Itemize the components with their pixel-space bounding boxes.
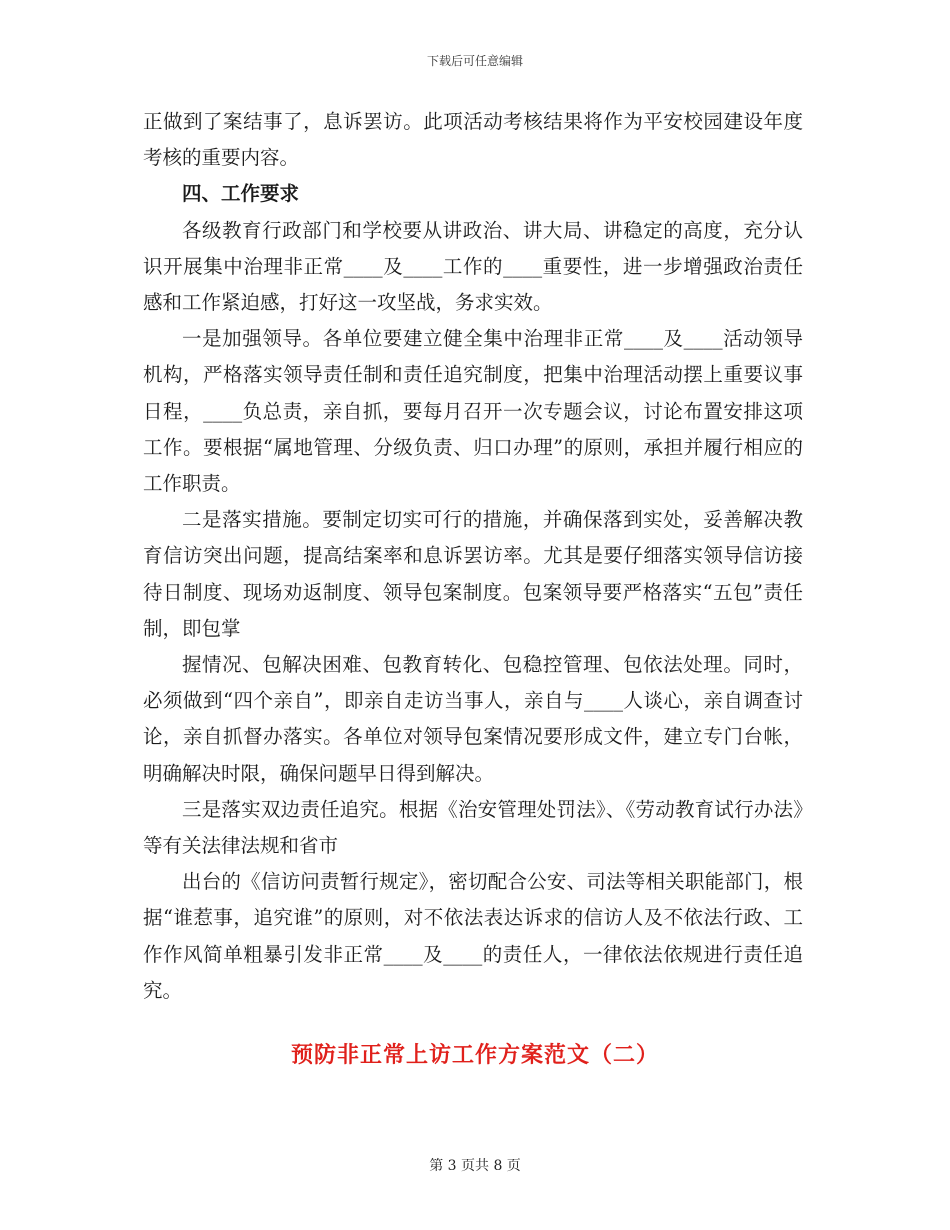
paragraph-implement-measures: 二是落实措施。要制定切实可行的措施，并确保落到实处，妥善解决教育信访突出问题，提高结案率和息诉罢访率。尤其是要仔细落实领导信访接待日制度、现场劝返制度、领导包案制度。包案领导要严格落实“五包”责任制，即包掌 — [143, 508, 803, 640]
section-heading-work-requirements: 四、工作要求 — [182, 182, 300, 206]
document-title: 预防非正常上访工作方案范文（二） — [290, 1042, 659, 1068]
paragraph-overview: 各级教育行政部门和学校要从讲政治、讲大局、讲稳定的高度，充分认识开展集中治理非正常____及____工作的____重要性，进一步增强政治责任感和工作紧迫感，打好这一攻坚战，务求实效。 — [143, 218, 803, 315]
paragraph-continuation: 正做到了案结事了，息诉罢访。此项活动考核结果将作为平安校园建设年度考核的重要内容。 — [143, 110, 803, 170]
page-footer: 第 3 页共 8 页 — [429, 1158, 521, 1174]
paragraph-five-responsibilities: 握情况、包解决困难、包教育转化、包稳控管理、包依法处理。同时，必须做到“四个亲自”，即亲自走访当事人，亲自与____人谈心，亲自调查讨论，亲自抓督办落实。各单位对领导包案情况要形成文件，建立专门台帐，明确解决时限，确保问题早日得到解决。 — [143, 653, 803, 785]
page-header: 下载后可任意编辑 — [426, 54, 523, 68]
paragraph-strengthen-leadership: 一是加强领导。各单位要建立健全集中治理非正常____及____活动领导机构，严格落实领导责任制和责任追究制度，把集中治理活动摆上重要议事日程，____负总责，亲自抓，要每月召开一次专题会议，讨论布置安排这项工作。要根据“属地管理、分级负责、归口办理”的原则，承担并履行相应的工作职责。 — [143, 327, 803, 496]
document-body — [143, 104, 803, 1009]
paragraph-accountability-continued: 出台的《信访问责暂行规定》，密切配合公安、司法等相关职能部门，根据“谁惹事，追究谁”的原则，对不依法表达诉求的信访人及不依法行政、工作作风简单粗暴引发非正常____及____的责任人，一律依法依规进行责任追究。 — [143, 870, 803, 1002]
paragraph-accountability: 三是落实双边责任追究。根据《治安管理处罚法》、《劳动教育试行办法》等有关法律法规和省市 — [143, 797, 803, 858]
